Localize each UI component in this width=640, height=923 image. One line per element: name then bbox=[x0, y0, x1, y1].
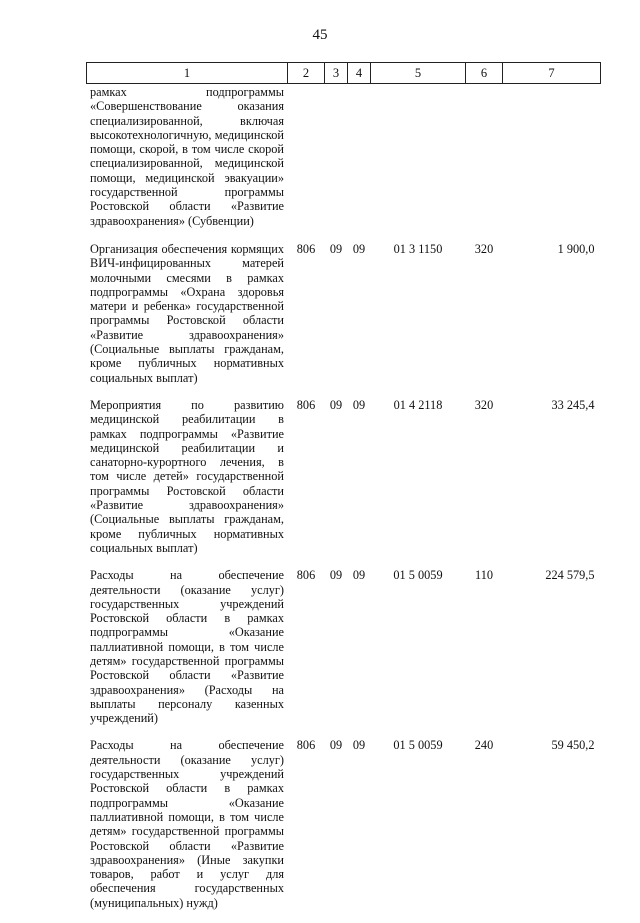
ministry-code: 806 bbox=[296, 241, 316, 256]
budget-table bbox=[86, 62, 601, 923]
amount: 224 579,5 bbox=[545, 568, 595, 583]
page-number: 45 bbox=[312, 27, 328, 43]
amount: 1 900,0 bbox=[557, 241, 595, 256]
section-code bbox=[325, 84, 348, 242]
table-row bbox=[87, 84, 601, 242]
ministry-code: 806 bbox=[296, 568, 316, 583]
table-row bbox=[87, 738, 601, 923]
expense-type-code: 240 bbox=[474, 738, 494, 753]
table-row bbox=[87, 242, 601, 398]
column-header-4: 4 bbox=[348, 63, 371, 84]
section-code: 09 bbox=[329, 568, 343, 583]
amount: 33 245,4 bbox=[551, 397, 595, 412]
row-description: Расходы на обеспечение деятельности (оказание услуг) государственных учреждений Ростовской области в рамках подпрограммы «Оказание паллиативной помощи, в том числе детям» государственной программы Ростовской области «Развитие здравоохранения» (Расходы на выплаты персоналу казенных учреждений) bbox=[90, 568, 284, 726]
section-code: 09 bbox=[329, 397, 343, 412]
target-article-code bbox=[371, 84, 466, 242]
table-row bbox=[87, 568, 601, 738]
expense-type-code: 320 bbox=[474, 397, 494, 412]
row-description: Мероприятия по развитию медицинской реабилитации в рамках подпрограммы «Развитие медицинской реабилитации и санаторно-курортного лечения, в том числе детей» государственной программы Ростовской области «Развитие здравоохранения» (Социальные выплаты гражданам, кроме публичных нормативных социальных выплат) bbox=[90, 397, 284, 555]
header-row bbox=[87, 63, 601, 84]
column-header-7: 7 bbox=[503, 63, 601, 84]
subsection-code: 09 bbox=[352, 738, 366, 753]
ministry-code: 806 bbox=[296, 738, 316, 753]
target-article-code: 01 3 1150 bbox=[393, 241, 443, 256]
column-header-1: 1 bbox=[87, 63, 288, 84]
table-row bbox=[87, 398, 601, 568]
expense-type-code bbox=[466, 84, 503, 242]
subsection-code: 09 bbox=[352, 568, 366, 583]
column-header-2: 2 bbox=[288, 63, 325, 84]
subsection-code: 09 bbox=[352, 241, 366, 256]
ministry-code bbox=[288, 84, 325, 242]
amount: 59 450,2 bbox=[551, 738, 595, 753]
amount bbox=[503, 84, 601, 242]
row-description: Организация обеспечения кормящих ВИЧ-инфицированных матерей молочными смесями в рамках подпрограммы «Охрана здоровья матери и ребенка» государственной программы Ростовской области «Развитие здравоохранения» (Социальные выплаты гражданам, кроме публичных нормативных социальных выплат) bbox=[90, 241, 284, 385]
column-header-6: 6 bbox=[466, 63, 503, 84]
subsection-code: 09 bbox=[352, 397, 366, 412]
expense-type-code: 320 bbox=[474, 241, 494, 256]
column-header-3: 3 bbox=[325, 63, 348, 84]
target-article-code: 01 4 2118 bbox=[393, 397, 443, 412]
section-code: 09 bbox=[329, 738, 343, 753]
expense-type-code: 110 bbox=[475, 568, 493, 583]
row-description: Расходы на обеспечение деятельности (оказание услуг) государственных учреждений Ростовской области в рамках подпрограммы «Оказание паллиативной помощи, в том числе детям» государственной программы Ростовской области «Развитие здравоохранения» (Иные закупки товаров, работ и услуг для обеспечения государственных (муниципальных) нужд) bbox=[90, 738, 284, 910]
row-description: рамках подпрограммы «Совершенствование оказания специализированной, включая высокотехнологичную, медицинской помощи, скорой, в том числе скорой специализированной, медицинской помощи, медицинской эвакуации» государственной программы Ростовской области «Развитие здравоохранения» (Субвенции) bbox=[90, 85, 284, 228]
target-article-code: 01 5 0059 bbox=[393, 568, 443, 583]
subsection-code bbox=[348, 84, 371, 242]
section-code: 09 bbox=[329, 241, 343, 256]
target-article-code: 01 5 0059 bbox=[393, 738, 443, 753]
column-header-5: 5 bbox=[371, 63, 466, 84]
ministry-code: 806 bbox=[296, 397, 316, 412]
